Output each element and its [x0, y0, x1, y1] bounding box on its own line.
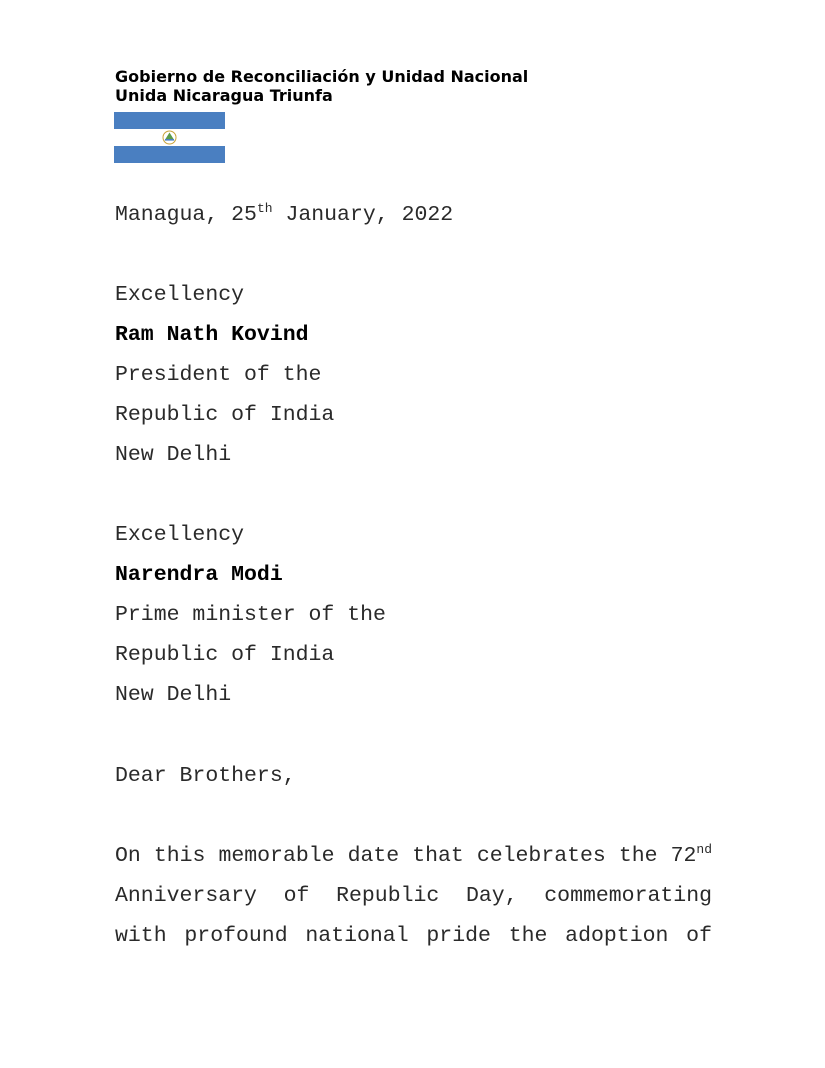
- paragraph-line-2: Anniversary of Republic Day, commemorating: [115, 884, 712, 908]
- letter-date: Managua, 25th January, 2022: [115, 200, 454, 227]
- recipient2-name: Narendra Modi: [115, 563, 283, 587]
- letterhead-government: Gobierno de Reconciliación y Unidad Nacional: [115, 67, 529, 86]
- paragraph-line-1: On this memorable date that celebrates the 72nd: [115, 841, 712, 868]
- nicaragua-flag-icon: [114, 112, 225, 163]
- recipient2-city: New Delhi: [115, 683, 232, 707]
- recipient1-name: Ram Nath Kovind: [115, 323, 309, 347]
- letterhead-slogan: Unida Nicaragua Triunfa: [115, 86, 333, 105]
- recipient1-city: New Delhi: [115, 443, 232, 467]
- letterhead: [115, 67, 528, 105]
- recipient2-salutation: Excellency: [115, 523, 245, 547]
- recipient1-title: President of the: [115, 363, 322, 387]
- recipient1-country: Republic of India: [115, 403, 335, 427]
- recipient2-title: Prime minister of the: [115, 603, 386, 627]
- letter-greeting: Dear Brothers,: [115, 764, 296, 788]
- recipient2-country: Republic of India: [115, 643, 335, 667]
- paragraph-line-3: with profound national pride the adoption of: [115, 924, 712, 948]
- recipient1-salutation: Excellency: [115, 283, 245, 307]
